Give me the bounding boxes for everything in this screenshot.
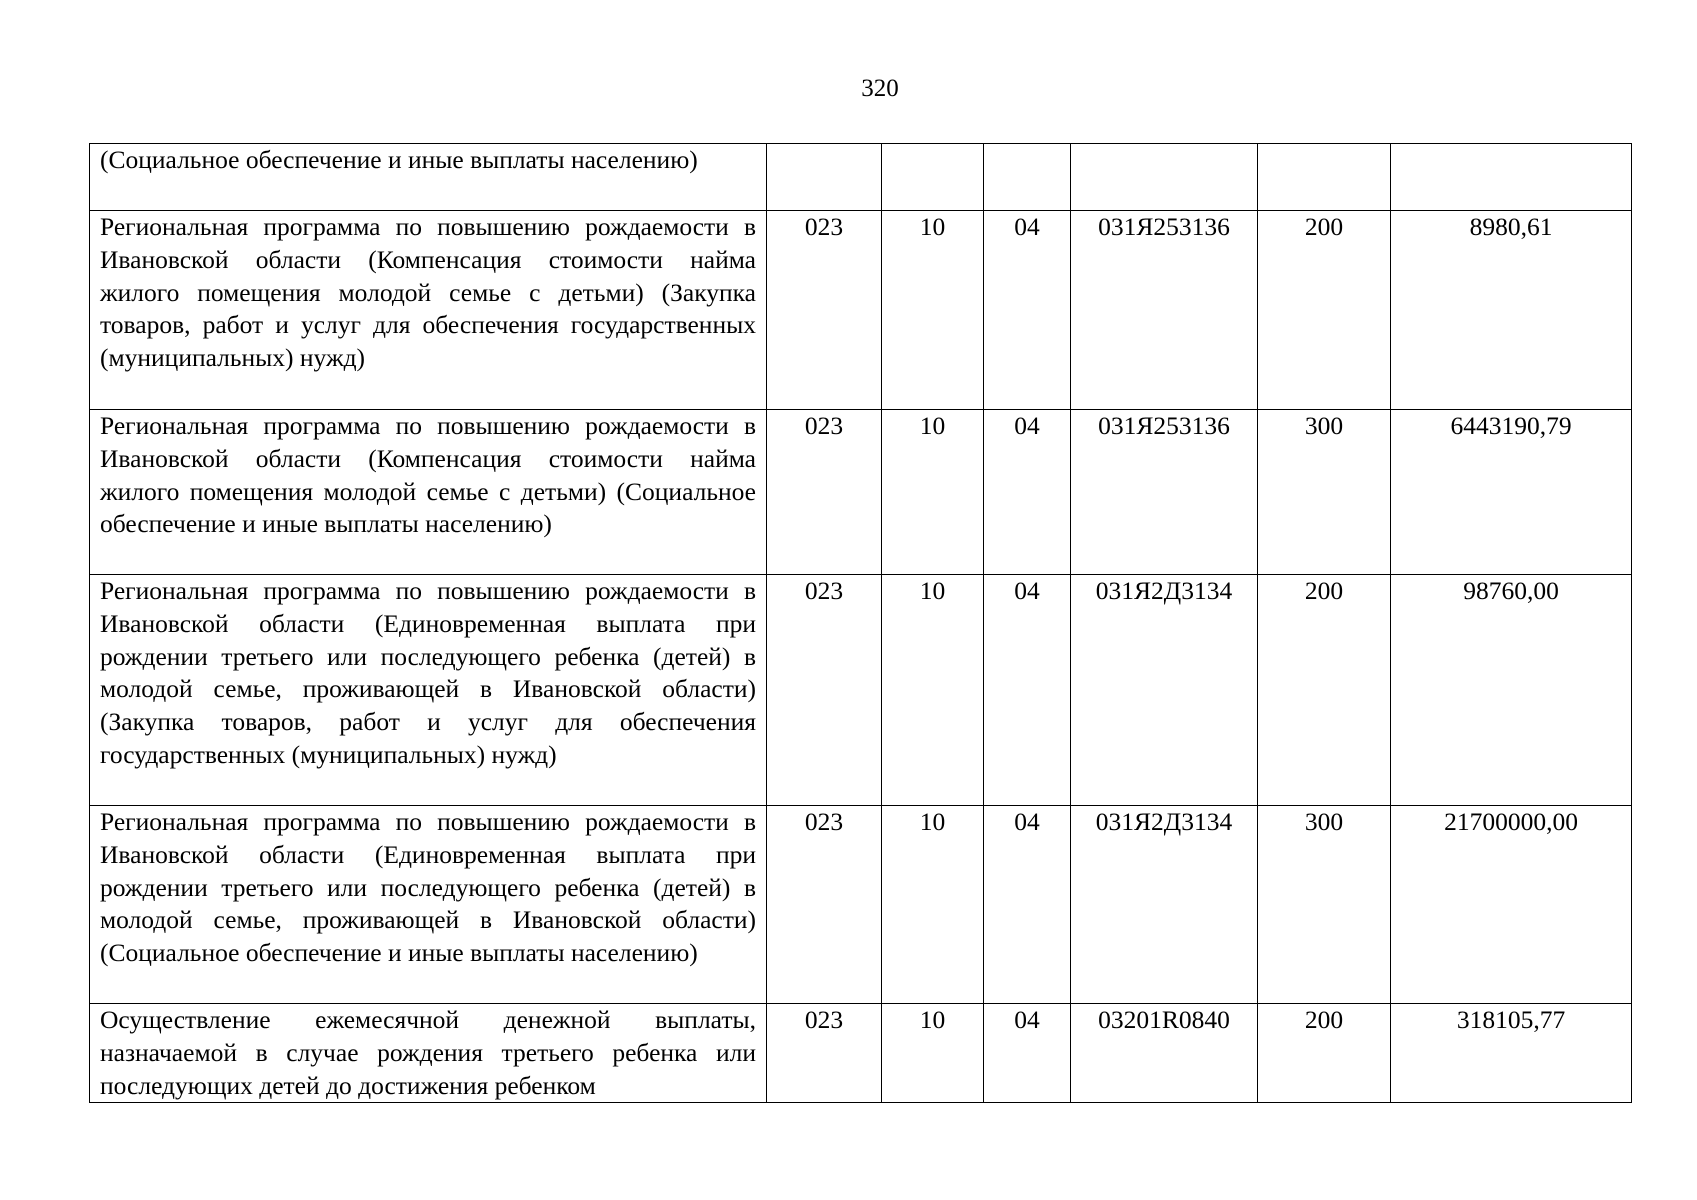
budget-table: [89, 143, 1632, 1103]
ministry-code: 023: [767, 1004, 882, 1103]
subsection-code: 04: [984, 211, 1071, 410]
expense-type-code: 200: [1258, 1004, 1391, 1103]
ministry-code: [767, 144, 882, 211]
amount: 8980,61: [1391, 211, 1632, 410]
target-article-code: 03201R0840: [1071, 1004, 1258, 1103]
target-article-code: 031Я253136: [1071, 211, 1258, 410]
amount: [1391, 144, 1632, 211]
expense-type-code: [1258, 144, 1391, 211]
target-article-code: [1071, 144, 1258, 211]
target-article-code: 031Я2Д3134: [1071, 806, 1258, 1004]
amount: 6443190,79: [1391, 410, 1632, 575]
section-code: [882, 144, 984, 211]
row-description: Региональная программа по повышению рождаемости в Ивановской области (Единовременная выплата при рождении третьего или последующего ребенка (детей) в молодой семье, проживающей в Ивановской области) (Закупка товаров, работ и услуг для обеспечения государственных (муниципальных) нужд): [90, 575, 767, 806]
section-code: 10: [882, 575, 984, 806]
row-description: Региональная программа по повышению рождаемости в Ивановской области (Компенсация стоимости найма жилого помещения молодой семье с детьми) (Социальное обеспечение и иные выплаты населению): [90, 410, 767, 575]
amount: 98760,00: [1391, 575, 1632, 806]
table-row: [90, 211, 1632, 410]
page-number: 320: [861, 75, 899, 102]
section-code: 10: [882, 211, 984, 410]
ministry-code: 023: [767, 575, 882, 806]
ministry-code: 023: [767, 410, 882, 575]
subsection-code: [984, 144, 1071, 211]
row-description: (Социальное обеспечение и иные выплаты населению): [90, 144, 767, 211]
subsection-code: 04: [984, 410, 1071, 575]
expense-type-code: 300: [1258, 806, 1391, 1004]
row-description: Осуществление ежемесячной денежной выплаты, назначаемой в случае рождения третьего ребенка или последующих детей до достижения ребенком: [90, 1004, 767, 1103]
target-article-code: 031Я253136: [1071, 410, 1258, 575]
expense-type-code: 200: [1258, 575, 1391, 806]
table-row: [90, 410, 1632, 575]
amount: 318105,77: [1391, 1004, 1632, 1103]
section-code: 10: [882, 410, 984, 575]
table-row: [90, 806, 1632, 1004]
subsection-code: 04: [984, 806, 1071, 1004]
row-description: Региональная программа по повышению рождаемости в Ивановской области (Компенсация стоимости найма жилого помещения молодой семье с детьми) (Закупка товаров, работ и услуг для обеспечения государственных (муниципальных) нужд): [90, 211, 767, 410]
target-article-code: 031Я2Д3134: [1071, 575, 1258, 806]
table-row: [90, 144, 1632, 211]
subsection-code: 04: [984, 1004, 1071, 1103]
amount: 21700000,00: [1391, 806, 1632, 1004]
subsection-code: 04: [984, 575, 1071, 806]
ministry-code: 023: [767, 806, 882, 1004]
section-code: 10: [882, 1004, 984, 1103]
section-code: 10: [882, 806, 984, 1004]
expense-type-code: 300: [1258, 410, 1391, 575]
ministry-code: 023: [767, 211, 882, 410]
row-description: Региональная программа по повышению рождаемости в Ивановской области (Единовременная выплата при рождении третьего или последующего ребенка (детей) в молодой семье, проживающей в Ивановской области) (Социальное обеспечение и иные выплаты населению): [90, 806, 767, 1004]
table-row: [90, 575, 1632, 806]
expense-type-code: 200: [1258, 211, 1391, 410]
table-row: [90, 1004, 1632, 1103]
